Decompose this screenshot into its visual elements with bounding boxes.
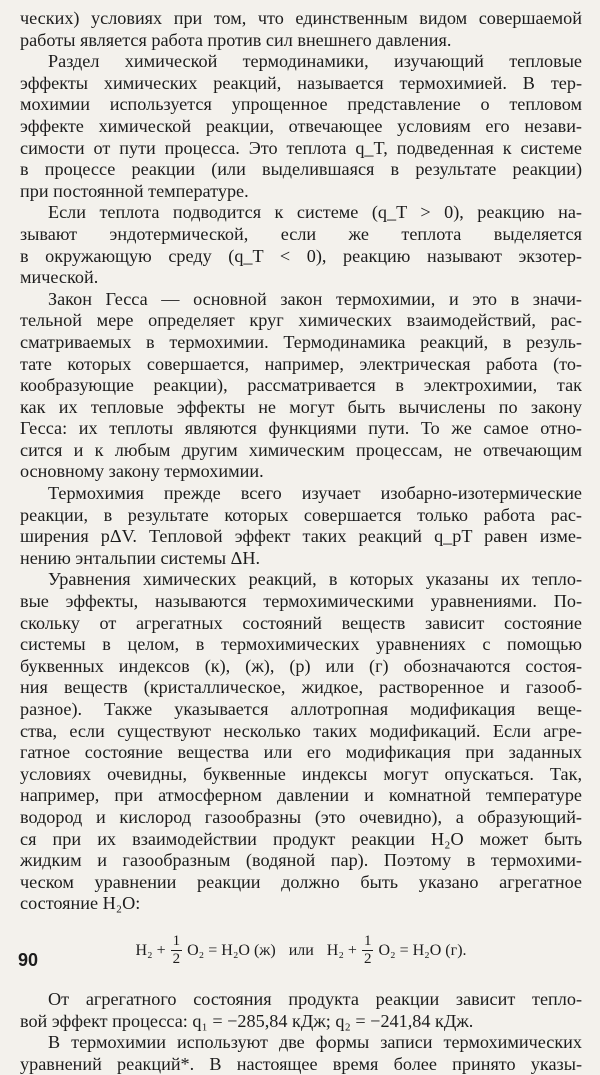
text-line: сматриваемых в термохимии. Термодинамика реакций, в резуль- (20, 331, 582, 352)
text-line: буквенных индексов (к), (ж), (р) или (г) обозначаются состоя- (20, 655, 582, 676)
page-number: 90 (18, 950, 39, 970)
text-line: скольку от агрегатных состояний веществ зависит состояние (20, 612, 582, 633)
text-line: водород и кислород газообразны (это очевидно), а образующий- (20, 806, 582, 827)
paragraph-thermochemistry-definition (20, 51, 582, 202)
text-line: ческих) условиях при том, что единственным видом совершаемой (20, 8, 582, 28)
formula-fraction-half-2 (362, 934, 374, 967)
text-line: симости от пути процесса. Это теплота q_T, подведенная к системе (20, 137, 582, 158)
text-line: зывают эндотермической, если же теплота выделяется (20, 223, 582, 244)
text-line: Если теплота подводится к системе (q_T > 0), реакцию на- (48, 202, 582, 223)
text-line: Закон Гесса — основной закон термохимии, и это в значи- (48, 288, 582, 309)
text-line: например, при атмосферном давлении и комнатной температуре (20, 785, 582, 806)
text-line: Гесса: их теплоты являются функциями пути. То же самое отно- (20, 418, 582, 439)
text-line: ния веществ (кристаллическое, жидкое, растворенное и газооб- (20, 677, 582, 698)
text-line: Уравнения химических реакций, в которых указаны их тепло- (48, 569, 582, 590)
fraction-numerator: 1 (363, 933, 372, 950)
text-line: работы является работа против сил внешнего давления. (20, 29, 452, 50)
formula-fraction-half (171, 934, 183, 967)
text-line: Термохимия прежде всего изучает изобарно-изотермические (48, 483, 582, 504)
paragraph-thermochemical-equations (20, 569, 582, 915)
text-line: в процессе реакции (или выделившаяся в результате реакции) (20, 159, 582, 180)
formula-right-h2: H₂ + (326, 941, 357, 959)
text-line: мической. (20, 267, 99, 288)
text-line: кообразующие реакции), рассматривается в электрохимии, так (20, 375, 582, 396)
text-line: ширения pΔV. Тепловой эффект таких реакций q_pT равен изме- (20, 526, 582, 547)
paragraph-continued (20, 8, 582, 51)
text-line: эффекте химической реакции, отвечающее условиям его незави- (20, 115, 582, 136)
text-line: разное). Также указывается аллотропная модификация веще- (20, 699, 582, 719)
text-line: тельной мере определяет круг химических взаимодействий, рас- (20, 310, 582, 331)
formula-right-product: O₂ = H₂O (г). (378, 941, 467, 959)
text-line: как их тепловые эффекты не могут быть вычислены по закону (20, 396, 582, 417)
fraction-numerator: 1 (172, 933, 181, 950)
formula-water-formation (20, 921, 582, 981)
text-line: тате которых совершается, например, электрическая работа (то- (20, 353, 582, 374)
paragraph-aggregate-state-effect (20, 989, 582, 1032)
text-line: ческом уравнении реакции должно быть указано агрегатное (20, 871, 582, 892)
text-line: В термохимии используют две формы записи термохимических (48, 1032, 582, 1053)
text-line: состояние H₂O: (20, 893, 141, 914)
fraction-denominator: 2 (363, 951, 372, 968)
paragraph-isobaric-reactions (20, 483, 582, 569)
formula-left-product: O₂ = H₂O (ж) (187, 941, 276, 959)
text-line: вой эффект процесса: q₁ = −285,84 кДж; q₂ = −241,84 кДж. (20, 1010, 474, 1031)
text-line: мохимии используется упрощенное представление о тепловом (20, 94, 582, 115)
text-line: реакции, в результате которых совершается только работа рас- (20, 504, 582, 525)
text-line: гатное состояние вещества или его модификация при заданных (20, 742, 582, 763)
text-line: системы в целом, в термохимических уравнениях с помощью (20, 634, 582, 655)
text-line: От агрегатного состояния продукта реакции зависит тепло- (48, 988, 582, 1009)
text-line: нению энтальпии системы ΔH. (20, 547, 261, 568)
text-line: уравнений реакций*. В настоящее время более принято указы- (20, 1053, 582, 1074)
text-line: в окружающую среду (q_T < 0), реакцию называют экзотер- (20, 245, 582, 266)
text-line: ства, если существуют несколько таких модификаций. Если агре- (20, 720, 582, 741)
text-line: эффекты химических реакций, называется термохимией. В тер- (20, 72, 582, 93)
text-line: вые эффекты, называются термохимическими уравнениями. По- (20, 591, 582, 612)
formula-left-h2: H₂ + (135, 941, 166, 959)
fraction-denominator: 2 (172, 951, 181, 968)
text-line: основному закону термохимии. (20, 461, 264, 482)
text-line: жидким и газообразным (водяной пар). Поэтому в термохими- (20, 850, 582, 871)
text-line: сится и к любым другим химическим процессам, не отвечающим (20, 439, 582, 460)
formula-joiner: или (288, 941, 314, 959)
text-line: условиях очевидны, буквенные индексы могут опускаться. Так, (20, 763, 582, 784)
text-line: при постоянной температуре. (20, 180, 249, 201)
text-line: Раздел химической термодинамики, изучающий тепловые (48, 51, 582, 72)
paragraph-hess-law (20, 289, 582, 483)
paragraph-notation-forms (20, 1032, 582, 1075)
paragraph-endo-exothermic (20, 202, 582, 288)
text-line: ся при их взаимодействии продукт реакции H₂O может быть (20, 828, 582, 849)
